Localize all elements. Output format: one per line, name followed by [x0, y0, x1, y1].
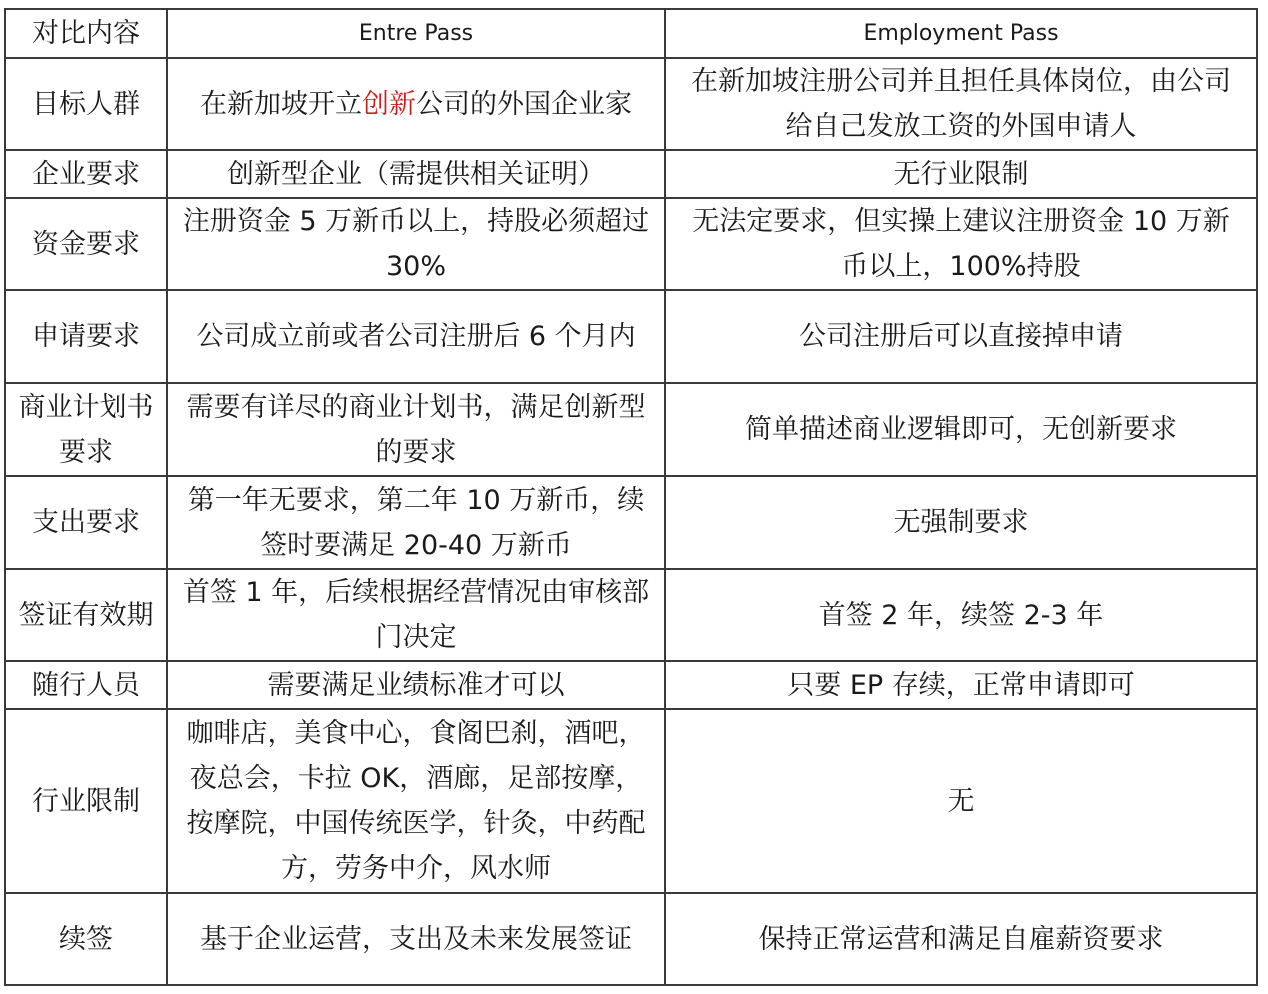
- ep-cell: 无行业限制: [665, 150, 1257, 198]
- entre-text-highlight: 创新: [362, 88, 416, 120]
- table-row: [5, 661, 1257, 709]
- entre-cell: 咖啡店，美食中心，食阁巴刹，酒吧，夜总会，卡拉 OK，酒廊，足部按摩，按摩院，中国传统医学，针灸，中药配方，劳务中介，风水师: [167, 709, 665, 893]
- row-label: 续签: [5, 893, 167, 985]
- header-employment-pass: Employment Pass: [665, 9, 1257, 58]
- entre-cell: 注册资金 5 万新币以上，持股必须超过 30%: [167, 198, 665, 290]
- ep-cell: 首签 2 年，续签 2-3 年: [665, 569, 1257, 661]
- comparison-table: [4, 8, 1258, 986]
- row-label: 支出要求: [5, 476, 167, 569]
- entre-cell: 需要有详尽的商业计划书，满足创新型的要求: [167, 383, 665, 476]
- entre-cell: 创新型企业（需提供相关证明）: [167, 150, 665, 198]
- table-row: [5, 893, 1257, 985]
- row-label: 企业要求: [5, 150, 167, 198]
- table-row: [5, 58, 1257, 150]
- table-row: [5, 198, 1257, 290]
- table-row: [5, 150, 1257, 198]
- header-compare-content: 对比内容: [5, 9, 167, 58]
- entre-cell: 需要满足业绩标准才可以: [167, 661, 665, 709]
- row-label: 资金要求: [5, 198, 167, 290]
- row-label: 申请要求: [5, 290, 167, 383]
- entre-text-start: 在新加坡开立: [200, 88, 362, 120]
- header-entre-pass: Entre Pass: [167, 9, 665, 58]
- entre-cell: 首签 1 年，后续根据经营情况由审核部门决定: [167, 569, 665, 661]
- table-row: [5, 383, 1257, 476]
- ep-cell: 无法定要求，但实操上建议注册资金 10 万新币以上，100%持股: [665, 198, 1257, 290]
- row-label: 目标人群: [5, 58, 167, 150]
- entre-text-end: 公司的外国企业家: [416, 88, 632, 120]
- ep-cell: 在新加坡注册公司并且担任具体岗位，由公司给自己发放工资的外国申请人: [665, 58, 1257, 150]
- ep-cell: 保持正常运营和满足自雇薪资要求: [665, 893, 1257, 985]
- table-row: [5, 569, 1257, 661]
- row-label: 行业限制: [5, 709, 167, 893]
- row-label: 商业计划书要求: [5, 383, 167, 476]
- table-row: [5, 290, 1257, 383]
- table-row: [5, 476, 1257, 569]
- table-row: [5, 709, 1257, 893]
- entre-cell: 公司成立前或者公司注册后 6 个月内: [167, 290, 665, 383]
- ep-cell: 公司注册后可以直接掉申请: [665, 290, 1257, 383]
- row-label: 签证有效期: [5, 569, 167, 661]
- ep-cell: 只要 EP 存续，正常申请即可: [665, 661, 1257, 709]
- ep-cell: 无: [665, 709, 1257, 893]
- row-label: 随行人员: [5, 661, 167, 709]
- entre-cell: 基于企业运营，支出及未来发展签证: [167, 893, 665, 985]
- ep-cell: 简单描述商业逻辑即可，无创新要求: [665, 383, 1257, 476]
- entre-cell: [167, 58, 665, 150]
- header-row: [5, 9, 1257, 58]
- ep-cell: 无强制要求: [665, 476, 1257, 569]
- entre-cell: 第一年无要求，第二年 10 万新币，续签时要满足 20-40 万新币: [167, 476, 665, 569]
